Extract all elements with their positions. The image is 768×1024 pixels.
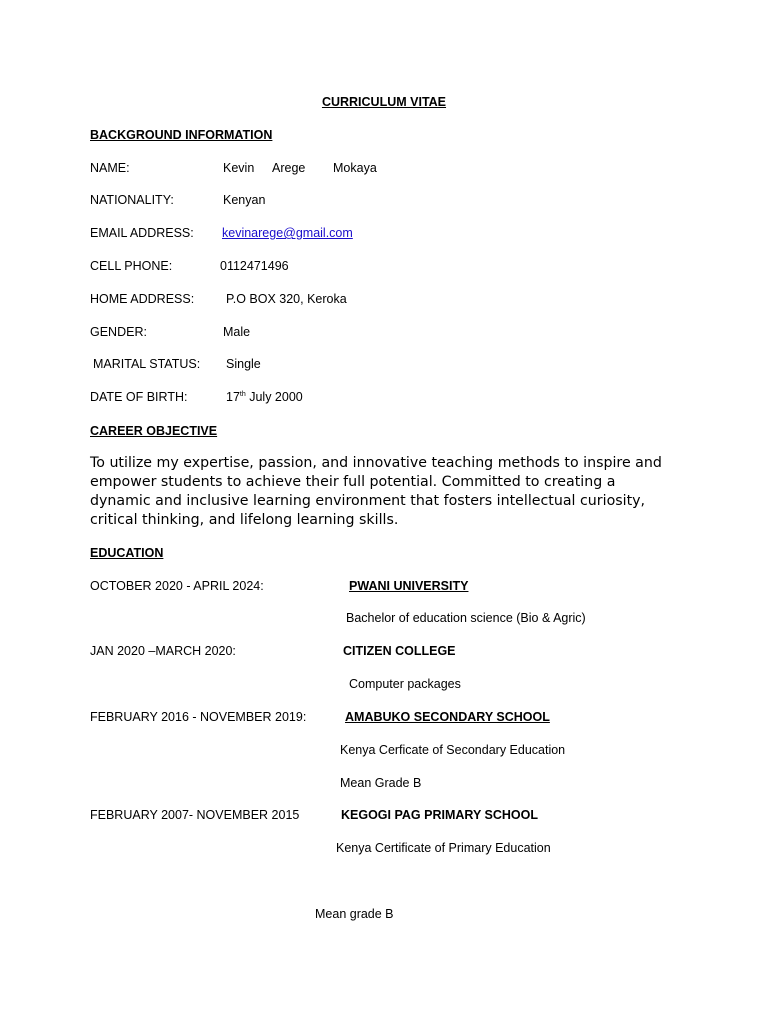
education-detail: Computer packages (349, 677, 461, 691)
education-detail: Kenya Cerficate of Secondary Education (340, 743, 566, 757)
email-link[interactable]: kevinarege@gmail.com (222, 226, 353, 240)
first-name: Kevin (223, 161, 255, 175)
education-school: CITIZEN COLLEGE (343, 644, 456, 658)
gender-value: Male (223, 325, 251, 339)
nationality-value: Kenyan (223, 193, 266, 207)
education-period: JAN 2020 –MARCH 2020: (90, 644, 236, 658)
education-school: PWANI UNIVERSITY (349, 579, 469, 593)
address-value: P.O BOX 320, Keroka (226, 292, 347, 306)
nationality-label: NATIONALITY: (90, 193, 174, 207)
phone-label: CELL PHONE: (90, 259, 173, 273)
education-detail: Kenya Certificate of Primary Education (336, 841, 551, 855)
education-period: OCTOBER 2020 - APRIL 2024: (90, 579, 264, 593)
last-name: Mokaya (333, 161, 377, 175)
name-label: NAME: (90, 161, 130, 175)
education-school: AMABUKO SECONDARY SCHOOL (345, 710, 550, 724)
career-objective-text: To utilize my expertise, passion, and innovative teaching methods to inspire and empower students to achieve their full potential. Committed to creating a dynamic and inclusive learning environment that fosters intellectual curiosity, critical thinking, and lifelong learning skills. (90, 455, 662, 528)
email-label: EMAIL ADDRESS: (90, 226, 194, 240)
career-heading: CAREER OBJECTIVE (90, 424, 218, 438)
education-period-end: NOVEMBER 2019: (200, 710, 307, 724)
marital-label: MARITAL STATUS: (93, 357, 201, 371)
education-heading: EDUCATION (90, 546, 164, 560)
phone-value: 0112471496 (220, 259, 289, 273)
education-period-start: FEBRUARY 2016 - (90, 710, 197, 724)
education-period: FEBRUARY 2007- NOVEMBER 2015 (90, 808, 300, 822)
education-detail: Mean Grade B (340, 776, 422, 790)
education-detail: Bachelor of education science (Bio & Agric) (346, 611, 586, 625)
dob-rest: July 2000 (245, 390, 303, 404)
marital-value: Single (226, 357, 261, 371)
dob-label: DATE OF BIRTH: (90, 390, 188, 404)
dob-value (226, 390, 303, 405)
dob-day: 17 (226, 390, 240, 404)
address-label: HOME ADDRESS: (90, 292, 195, 306)
middle-name: Arege (272, 161, 306, 175)
education-school: KEGOGI PAG PRIMARY SCHOOL (341, 808, 539, 822)
education-detail: Mean grade B (315, 907, 394, 921)
dob-suffix: th (239, 390, 246, 398)
document-title: CURRICULUM VITAE (321, 95, 447, 109)
background-heading: BACKGROUND INFORMATION (90, 128, 273, 142)
gender-label: GENDER: (90, 325, 147, 339)
